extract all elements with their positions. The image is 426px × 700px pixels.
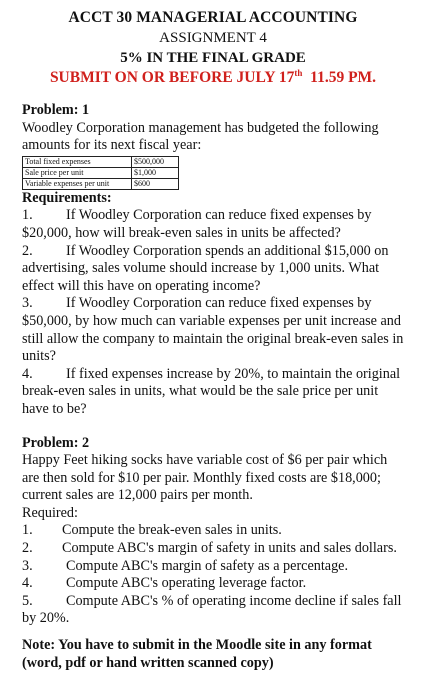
problem-2-title: Problem: 2 (22, 434, 90, 451)
requirement-item: 4. Compute ABC's operating leverage factor. (22, 575, 307, 592)
requirement-item: 5. Compute ABC's % of operating income decline if sales fall by 20%. (22, 592, 402, 627)
problem-2-intro: Happy Feet hiking socks have variable cost of $6 per pair which are then sold for $10 per pair. Monthly fixed costs are $18,000; current sales are 12,000 pairs per month. (22, 452, 388, 504)
required-label: Required: (22, 504, 78, 521)
table-cell: Total fixed expenses (23, 156, 132, 167)
submission-note: Note: You have to submit in the Moodle site in any format (word, pdf or hand written scanned copy) (22, 637, 372, 671)
requirement-item: 4. If fixed expenses increase by 20%, to maintain the original break-even sales in units, what would be the sale price per unit have to be? (22, 365, 401, 417)
requirement-item: 2. Compute ABC's margin of safety in units and sales dollars. (22, 540, 397, 557)
grade-weight: 5% IN THE FINAL GRADE (120, 50, 306, 66)
course-title: ACCT 30 MANAGERIAL ACCOUNTING (68, 9, 358, 26)
assignment-number: ASSIGNMENT 4 (159, 30, 267, 46)
submission-deadline: SUBMIT ON OR BEFORE JULY 17th 11.59 PM. (49, 67, 377, 86)
table-cell: $1,000 (132, 167, 179, 178)
budget-table (22, 156, 179, 190)
table-cell: Variable expenses per unit (23, 178, 132, 189)
requirements-title: Requirements: (22, 189, 112, 206)
problem-1-title: Problem: 1 (22, 102, 90, 118)
requirement-item: 3. Compute ABC's margin of safety as a percentage. (22, 557, 349, 574)
table-cell: $500,000 (132, 156, 179, 167)
table-row (23, 167, 179, 178)
requirement-item: 2. If Woodley Corporation spends an additional $15,000 on advertising, sales volume should increase by 1,000 units. What effect will this have on operating income? (22, 242, 389, 294)
requirement-item: 3. If Woodley Corporation can reduce fixed expenses by $50,000, by how much can variable expenses per unit increase and still allow the company to maintain the original break-even sales in units? (22, 295, 404, 365)
requirement-item: 1. Compute the break-even sales in units. (22, 522, 282, 539)
table-cell: Sale price per unit (23, 167, 132, 178)
document-header (22, 8, 404, 88)
requirement-item: 1. If Woodley Corporation can reduce fixed expenses by $20,000, how will break-even sales in units be affected? (22, 207, 372, 241)
problem-1-intro: Woodley Corporation management has budgeted the following amounts for its next fiscal year: (22, 119, 379, 154)
table-cell: $600 (132, 178, 179, 189)
document-body (22, 102, 404, 672)
table-row (23, 156, 179, 167)
table-row (23, 178, 179, 189)
